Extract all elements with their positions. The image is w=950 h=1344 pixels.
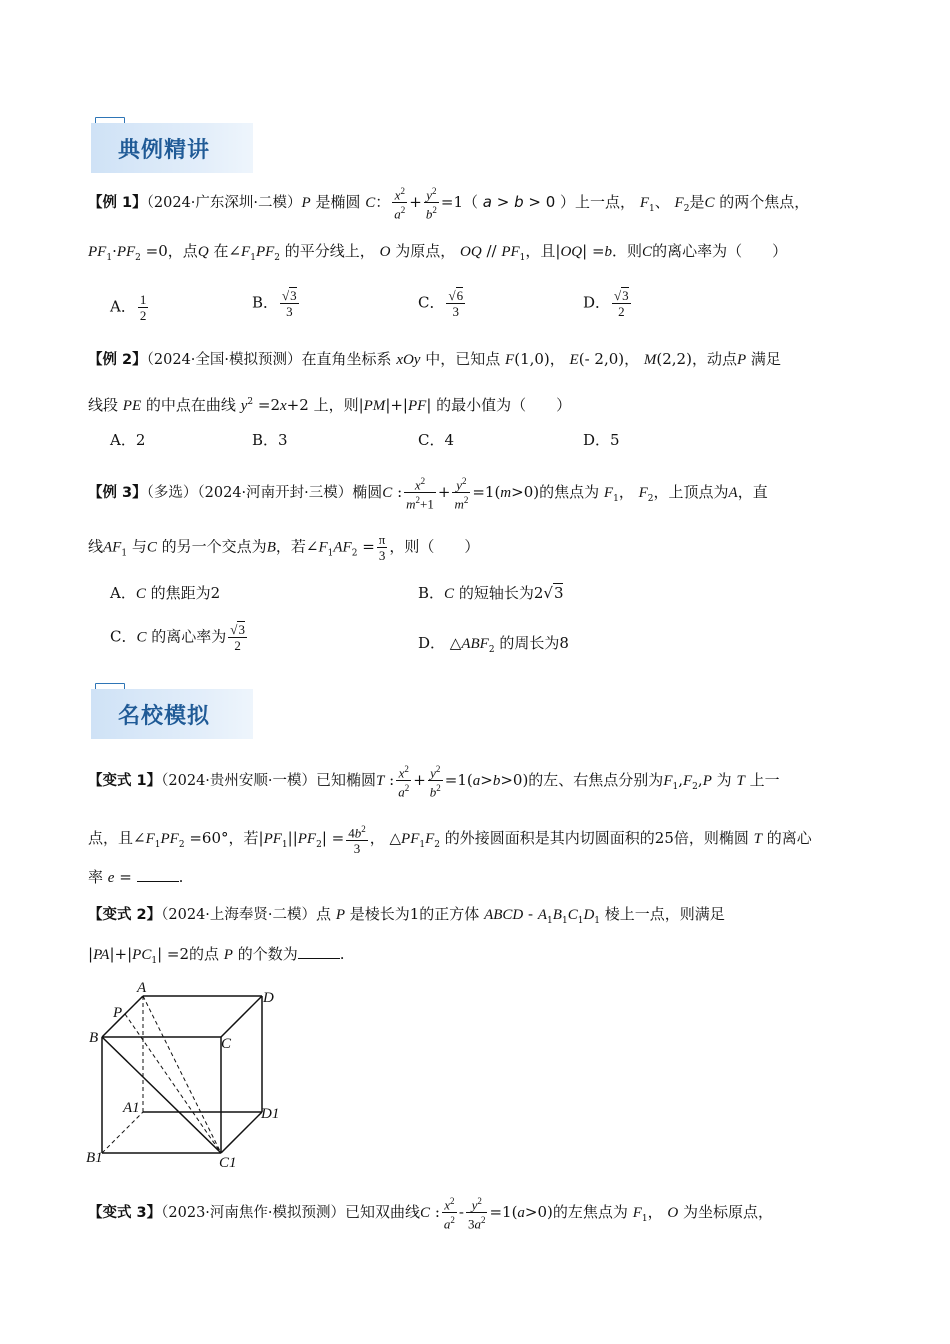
vertex-label-B1: B1 xyxy=(86,1150,103,1166)
var1-text: 的外接圆面积是其内切圆面积的25倍，则椭圆 xyxy=(444,829,749,848)
option-label: A． xyxy=(110,297,136,316)
ex2-text: 的中点在曲线 xyxy=(145,396,236,414)
ex1-text: 在 xyxy=(213,242,229,260)
fraction: $\frac{y^2}{3a^2}$ xyxy=(467,1196,486,1232)
segment-PC1 xyxy=(125,1014,221,1153)
ex2-text: 满足 xyxy=(750,350,781,368)
ex1-text: 为原点， xyxy=(395,242,456,260)
fraction: $\frac{x^2}{a^2}$ xyxy=(398,764,410,800)
ex3-text: 线 xyxy=(88,537,104,556)
example-2-option-b[interactable]: B．3 xyxy=(252,431,288,449)
fraction: $\frac{√3}{2}$ xyxy=(614,288,629,319)
ex3-text: 直 xyxy=(752,482,768,501)
example-3-option-a[interactable]: A．C 的焦距为2 xyxy=(110,584,221,602)
option-label: B． xyxy=(252,293,279,312)
example-1-tag: 【例 1】 xyxy=(88,194,147,211)
ex2-text: 上，则 xyxy=(313,396,359,414)
var3-text: 为坐标原点， xyxy=(683,1202,774,1221)
variation-1-source: （2024·贵州安顺·一模） xyxy=(161,772,317,789)
fraction: $\frac{4b^2}{3}$ xyxy=(348,824,366,857)
variation-1-line-3: 率 e = . xyxy=(88,868,184,886)
ex1-text: ．则 xyxy=(612,242,643,260)
example-2-line-2: 线段 PE 的中点在曲线 $y^2 =2x+2$ 上，则|PM|+|PF| 的最小值为（ ） xyxy=(88,396,572,414)
variation-1-line-1: 【变式 1】（2024·贵州安顺·一模）已知椭圆T : $\frac{x^2}{a^2}$ + $\frac{y^2}{b^2}$ =1(a>b>0)的左、右焦点分别为$F_1,F_2,P$ 为 T 上一 xyxy=(88,764,780,800)
option-text: 的短轴长为2 xyxy=(458,584,544,602)
ex2-text: 线段 xyxy=(88,396,119,414)
example-1-option-a[interactable] xyxy=(110,292,150,323)
option-label: A． xyxy=(110,584,136,602)
option-text: 的焦距为2 xyxy=(150,584,221,602)
vertex-label-A1: A1 xyxy=(123,1100,140,1116)
var1-text: 为 xyxy=(716,770,732,789)
fraction: $\frac{√6}{3}$ xyxy=(448,288,464,319)
ex1-text: ，且 xyxy=(525,242,556,260)
var2-text: 点 xyxy=(316,905,332,923)
fraction: $\frac{√3}{3}$ xyxy=(282,288,297,319)
fraction: $\frac{x^2}{m^2+1}$ xyxy=(406,476,434,512)
answer-blank[interactable] xyxy=(298,944,340,959)
edge-C1D1 xyxy=(221,1112,262,1153)
edge-DC xyxy=(221,996,262,1037)
variation-3-line-1: 【变式 3】（2023·河南焦作·模拟预测）已知双曲线C : $\frac{x^2}{a^2}$ - $\frac{y^2}{3a^2}$ =1(a>0)的左焦点为 $F_1$， O 为坐标原点， xyxy=(88,1196,774,1232)
ex1-text: 是椭圆 xyxy=(315,192,361,211)
var3-text: 的左焦点为 xyxy=(552,1202,628,1221)
option-label: D． xyxy=(583,293,611,312)
example-2-tag: 【例 2】 xyxy=(88,352,147,368)
var1-text: 的左、右焦点分别为 xyxy=(528,770,664,789)
ex1-text: ，点 xyxy=(167,242,198,260)
example-1-line-1: 【例 1】（2024·广东深圳·二模）P 是椭圆 C： $\frac{x^2}{a^2}$ + $\frac{y^2}{b^2}$ =1（ a > b > 0 ）上一点， $F_1$、 $F_2$是C 的两个焦点， xyxy=(88,186,810,222)
example-1-source: （2024·广东深圳·二模） xyxy=(146,194,302,211)
var2-text: 的点 xyxy=(189,945,220,963)
option-label: B． xyxy=(418,584,445,602)
ex2-text: 在直角坐标系 xyxy=(301,350,392,368)
option-label: C． xyxy=(418,293,445,312)
answer-blank[interactable] xyxy=(137,867,179,882)
example-3-line-1: 【例 3】（多选）（2024·河南开封·三模）椭圆C : $\frac{x^2}{m^2+1}$ + $\frac{y^2}{m^2}$ =1(m>0)的焦点为 $F_1$， $F_2$，上顶点为A，直 xyxy=(88,476,768,512)
example-2-option-d[interactable]: D．5 xyxy=(583,431,620,449)
cube-figure xyxy=(80,978,290,1178)
example-2-option-a[interactable]: A．2 xyxy=(110,431,146,449)
fraction: $\frac{x^2}{a^2}$ xyxy=(443,1196,455,1232)
option-text: 的离心率为 xyxy=(151,627,227,646)
ex3-text: 则（ ） xyxy=(404,537,480,556)
var2-text: 是棱长为1的正方体 xyxy=(349,905,480,923)
variation-3-source: （2023·河南焦作·模拟预测） xyxy=(161,1204,346,1221)
option-label: D． xyxy=(418,634,446,652)
var1-text: 率 xyxy=(88,868,104,886)
example-3-source: （多选）（2024·河南开封·三模） xyxy=(146,484,353,501)
ex1-text: 的平分线上， xyxy=(284,242,375,260)
variation-2-line-1: 【变式 2】（2024·上海奉贤·二模）点 P 是棱长为1的正方体 ABCD - $A_1B_1C_1D_1$ 棱上一点，则满足 xyxy=(88,905,725,926)
example-3-tag: 【例 3】 xyxy=(88,484,147,501)
example-3-option-b[interactable]: B．C 的短轴长为2√3 xyxy=(418,584,564,602)
segment-AC1 xyxy=(143,996,221,1153)
ex2-text: 动点 xyxy=(706,350,737,368)
vertex-label-B: B xyxy=(89,1030,99,1046)
variation-1-line-2: 点，且$\angle F_1PF_2 =60^\circ$，若$|PF_1||PF_2|$ = $\frac{4b^2}{3}$ ， $\triangle PF_1F_2$ 的外接圆面积是其内切圆面积的25倍，则椭圆 T 的离心 xyxy=(88,824,812,857)
ex3-text: 上顶点为 xyxy=(668,482,729,501)
example-2-option-c[interactable]: C．4 xyxy=(418,431,455,449)
example-3-option-d[interactable]: D． $\triangle ABF_2$ 的周长为8 xyxy=(418,634,569,655)
example-1-option-b[interactable] xyxy=(252,288,301,319)
ex3-text: 椭圆 xyxy=(352,482,383,501)
vertex-label-D: D xyxy=(263,990,274,1006)
var1-text: 的离心 xyxy=(766,829,812,848)
fraction: $\frac{\pi}{3}$ xyxy=(378,532,386,563)
vertex-label-D1: D1 xyxy=(261,1106,280,1122)
var1-text: ， xyxy=(369,829,385,848)
example-1-option-c[interactable] xyxy=(418,288,467,319)
example-2-source: （2024·全国·模拟预测） xyxy=(146,352,302,368)
fraction: $\frac{y^2}{b^2}$ xyxy=(425,186,437,222)
ex3-text: 的焦点为 xyxy=(539,482,600,501)
example-2-line-1: 【例 2】（2024·全国·模拟预测）在直角坐标系 xOy 中，已知点 F(1,0)， E(- 2,0)， M(2,2)，动点P 满足 xyxy=(88,350,781,368)
var3-text: 已知双曲线 xyxy=(345,1202,421,1221)
var2-text: 的个数为 xyxy=(237,945,298,963)
edge-B1A1-hidden xyxy=(102,1112,143,1153)
var1-text: 已知椭圆 xyxy=(316,770,377,789)
example-3-option-c[interactable]: C．C 的离心率为 $\frac{√3}{2}$ xyxy=(110,622,245,653)
ex1-text: 的两个焦点， xyxy=(719,192,810,211)
option-label: C． xyxy=(110,627,137,646)
vertex-label-C: C xyxy=(221,1036,232,1052)
section-title-mingxiao: 名校模拟 xyxy=(118,704,211,729)
fraction: $\frac{√3}{2}$ xyxy=(230,622,245,653)
variation-2-line-2: $|PA|+|PC_1| =2$的点 P 的个数为 . xyxy=(88,945,345,966)
variation-1-tag: 【变式 1】 xyxy=(88,772,162,789)
example-1-option-d[interactable] xyxy=(583,288,633,319)
variation-2-source: （2024·上海奉贤·二模） xyxy=(161,907,317,923)
var1-text: 点，且 xyxy=(88,829,134,848)
ex1-text: 是 xyxy=(689,192,705,211)
vertex-label-A: A xyxy=(137,980,147,996)
example-3-line-2: 线$AF_1$ 与C 的另一个交点为B，若$\angle F_1AF_2$ = $\frac{\pi}{3}$ ，则（ ） xyxy=(88,532,480,563)
example-1-line-2: $PF_1\cdot PF_2 =0$，点Q 在$\angle F_1PF_2$ 的平分线上， O 为原点， OQ // $PF_1$，且|OQ| =b．则C的离心率为（ ） xyxy=(88,242,788,263)
fraction: $\frac{1}{2}$ xyxy=(139,292,147,323)
fraction: $\frac{y^2}{b^2}$ xyxy=(429,764,441,800)
ex3-text: 的另一个交点为 xyxy=(161,537,267,556)
ex2-text: 中，已知点 xyxy=(425,350,501,368)
ex3-text: 若 xyxy=(290,537,306,556)
fraction: $\frac{y^2}{m^2}$ xyxy=(454,476,469,512)
vertex-label-P: P xyxy=(113,1005,123,1021)
ex3-text: 与 xyxy=(131,537,147,556)
section-title-dianli: 典例精讲 xyxy=(118,138,211,163)
var1-text: ，若 xyxy=(228,829,259,848)
var1-text: 上一 xyxy=(749,770,780,789)
option-text: 的周长为8 xyxy=(499,634,569,652)
vertex-label-C1: C1 xyxy=(219,1155,237,1171)
ex2-text: 的最小值为（ ） xyxy=(436,396,572,414)
variation-2-tag: 【变式 2】 xyxy=(88,907,162,923)
var2-text: 棱上一点，则满足 xyxy=(604,905,725,923)
ex1-text: 的离心率为（ ） xyxy=(652,242,788,260)
ex1-text: 上一点， xyxy=(575,192,636,211)
fraction: $\frac{x^2}{a^2}$ xyxy=(394,186,406,222)
variation-3-tag: 【变式 3】 xyxy=(88,1204,162,1221)
